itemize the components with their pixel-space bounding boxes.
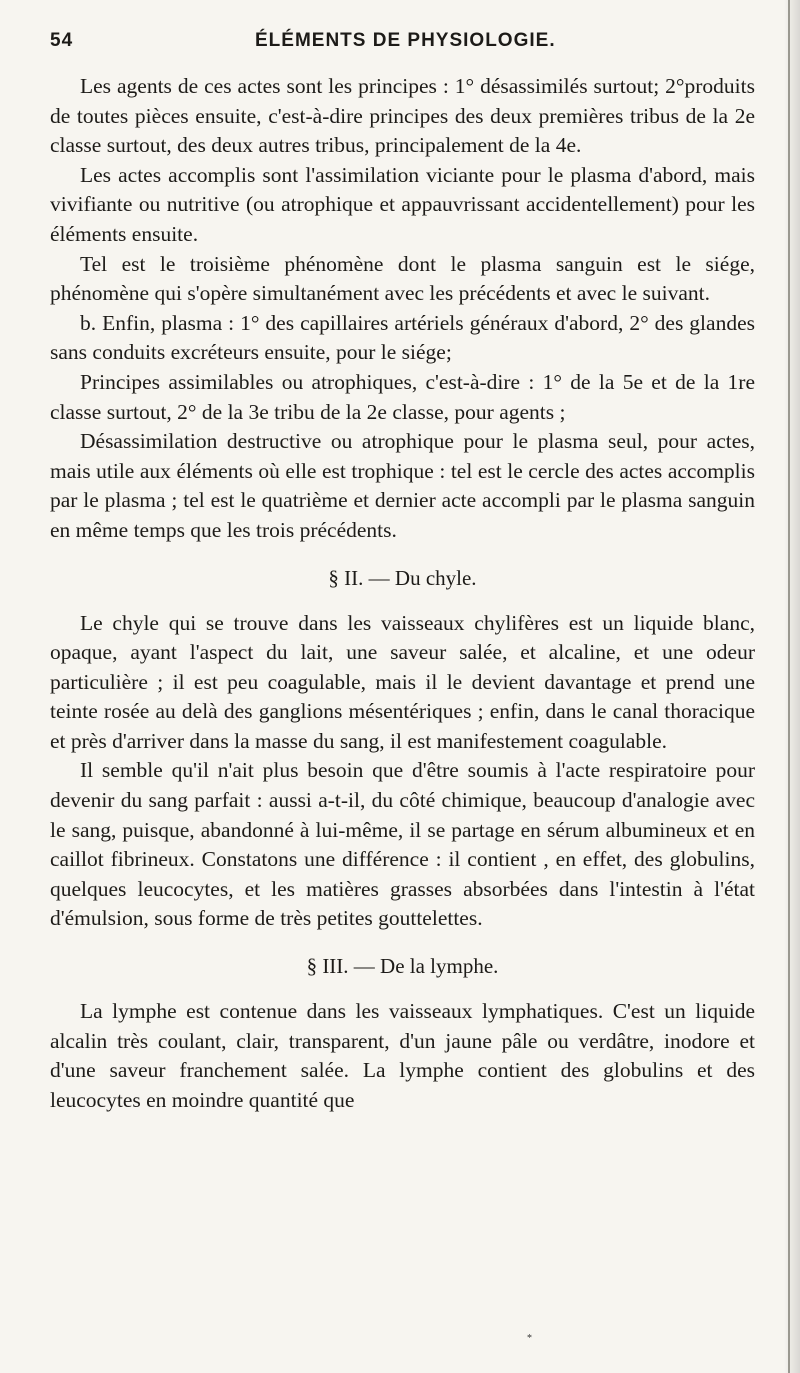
footer-mark: * bbox=[527, 1333, 532, 1344]
paragraph-acts: Les actes accomplis sont l'assimilation viciante pour le plasma d'abord, mais vivifiante ou nutritive (ou atrophique et appauvrissant accidentellement) pour les éléments ensuite. bbox=[50, 162, 755, 246]
paragraph-chyle-description: Le chyle qui se trouve dans les vaisseaux chylifères est un liquide blanc, opaque, ayant l'aspect du lait, une saveur salée, et alcaline, et une odeur particulière ; il est peu coagulable, mais il le devient davantage et prend une teinte rosée au delà des ganglions mésentériques ; enfin, dans le canal thoracique et près d'arriver dans la masse du sang, il est manifestement coagulable. bbox=[50, 610, 755, 753]
page-number: 54 bbox=[50, 30, 74, 51]
running-title: ÉLÉMENTS DE PHYSIOLOGIE. bbox=[255, 30, 556, 51]
paragraph-principles: Principes assimilables ou atrophiques, c'est-à-dire : 1° de la 5e et de la 1re classe surtout, 2° de la 3e tribu de la 2e classe, pour agents ; bbox=[50, 369, 755, 424]
section-heading-lymph: § III. — De la lymphe. bbox=[306, 954, 499, 979]
book-page bbox=[50, 30, 755, 1115]
running-head bbox=[50, 30, 755, 52]
page-edge-shadow bbox=[784, 0, 800, 1373]
page-edge-line bbox=[788, 0, 790, 1373]
paragraph-agents: Les agents de ces actes sont les principes : 1° désassimilés surtout; 2°produits de toutes pièces ensuite, c'est-à-dire principes des deux premières tribus de la 2e classe surtout, des deux autres tribus, principalement de la 4e. bbox=[50, 74, 755, 158]
paragraph-third-phenomenon: Tel est le troisième phénomène dont le plasma sanguin est le siége, phénomène qui s'opère simultanément avec les précédents et avec le suivant. bbox=[50, 251, 755, 306]
section-heading-chyle: § II. — Du chyle. bbox=[328, 565, 477, 590]
paragraph-lymph-description: La lymphe est contenue dans les vaisseaux lymphatiques. C'est un liquide alcalin très coulant, clair, transparent, d'un jaune pâle ou verdâtre, inodore et d'une saveur franchement salée. La lymphe contient des globulins et des leucocytes en moindre quantité que bbox=[50, 999, 755, 1112]
paragraph-chyle-analysis: Il semble qu'il n'ait plus besoin que d'être soumis à l'acte respiratoire pour devenir du sang parfait : aussi a-t-il, du côté chimique, beaucoup d'analogie avec le sang, puisque, abandonné à lui-même, il se partage en sérum albumineux et en caillot fibrineux. Constatons une différence : il contient , en effet, des globulins, quelques leucocytes, et les matières grasses absorbées dans l'intestin à l'état d'émulsion, sous forme de très petites gouttelettes. bbox=[50, 758, 755, 931]
paragraph-plasma-seat: b. Enfin, plasma : 1° des capillaires artériels généraux d'abord, 2° des glandes sans conduits excréteurs ensuite, pour le siége; bbox=[50, 310, 755, 365]
paragraph-disassimilation: Désassimilation destructive ou atrophique pour le plasma seul, pour actes, mais utile aux éléments où elle est trophique : tel est le cercle des actes accomplis par le plasma ; tel est le quatrième et dernier acte accompli par le plasma sanguin en même temps que les trois précédents. bbox=[50, 429, 755, 542]
